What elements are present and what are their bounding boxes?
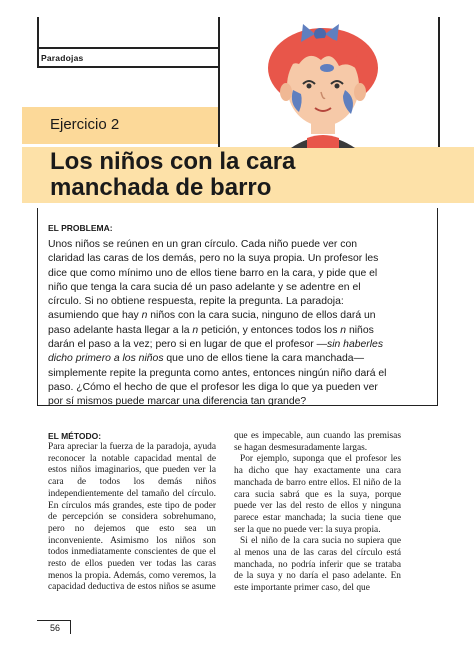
problem-var-n: n — [340, 324, 347, 336]
frame-line — [37, 47, 219, 49]
problem-var-n: n — [192, 324, 199, 336]
problem-text-part: niños darán el paso a la vez; pero si en lugar de que el profesor — — [48, 324, 374, 351]
title-line-2: manchada de barro — [50, 174, 272, 201]
method-left-column: Para apreciar la fuerza de la paradoja, ayuda reconocer la notable capacidad mental de estos niños imaginarios, que pueden ver la cara de todos los demás niños independientemente del tamaño del círculo. En círculos más grandes, este tipo de poder de percepción se considera sobrehumano, pero no dejemos que esto sea un inconveniente. Asimismo los niños son todos inmediatamente conscientes de que el resto de ellos pueden ver todas las caras menos la propia. Además, como veremos, la capacidad deductiva de estos niños se asume — [48, 442, 216, 593]
title-line-1: Los niños con la cara — [50, 148, 296, 175]
page-title — [50, 149, 450, 201]
problem-var-n: n — [141, 310, 148, 322]
page-number-box — [37, 620, 71, 634]
frame-line — [37, 47, 39, 67]
problem-text-part: Unos niños se reúnen en un gran círculo. Cada niño puede ver con claridad las caras de los demás, pero no la suya propia. Un profesor les dice que como mínimo uno de ellos tiene barro en la cara, y pide que el niño que tenga la cara sucia dé un paso adelante y se adentre en el círculo. Si no obtiene respuesta, repite la pregunta. La paradoja: asumiendo que hay — [48, 239, 379, 322]
method-paragraph: que es impecable, aun cuando las premisas se hagan desmesuradamente largas. — [234, 431, 401, 453]
frame-line — [218, 17, 220, 147]
method-heading: EL MÉTODO: — [48, 431, 102, 441]
method-paragraph: Si el niño de la cara sucia no supiera que al menos una de las caras del círculo está manchada, no podría inferir que se trataba de la suya y no daría el paso adelante. En este importante primer caso, del que — [234, 536, 401, 594]
problem-text-part: petición, y entonces todos los — [198, 324, 341, 336]
child-with-muddy-face-illustration — [253, 20, 393, 148]
method-paragraph: Por ejemplo, suponga que el profesor les ha dicho que hay exactamente una cara manchada de barro entre ellos. El niño de la cara sucia sabrá que es la suya, porque puede ver las del resto de ellos y ninguna parece estar manchada; la sucia tiene que ser la que no puede ver: la suya propia. — [234, 454, 401, 535]
problem-text — [48, 238, 390, 410]
problem-heading: EL PROBLEMA: — [48, 223, 113, 233]
exercise-label: Ejercicio 2 — [50, 116, 120, 133]
frame-line — [37, 17, 39, 47]
problem-text-part: que uno de ellos tiene la cara manchada— simplemente repite la pregunta como antes, entonces ningún niño dará el paso. ¿Cómo el hecho de que el profesor les diga lo que ya pueden ver por sí mismos puede marcar una diferencia tan grande? — [48, 353, 387, 408]
method-right-column — [234, 431, 401, 595]
section-tag: Paradojas — [41, 53, 84, 63]
frame-line — [438, 17, 440, 147]
problem-italic-phrase: sin haberles dicho primero a los niños — [48, 339, 384, 365]
frame-line — [37, 66, 219, 68]
page-number: 56 — [50, 623, 61, 633]
problem-text-part: niños con la cara sucia, ninguno de ellos dará un paso adelante hasta llegar a la — [48, 310, 376, 336]
